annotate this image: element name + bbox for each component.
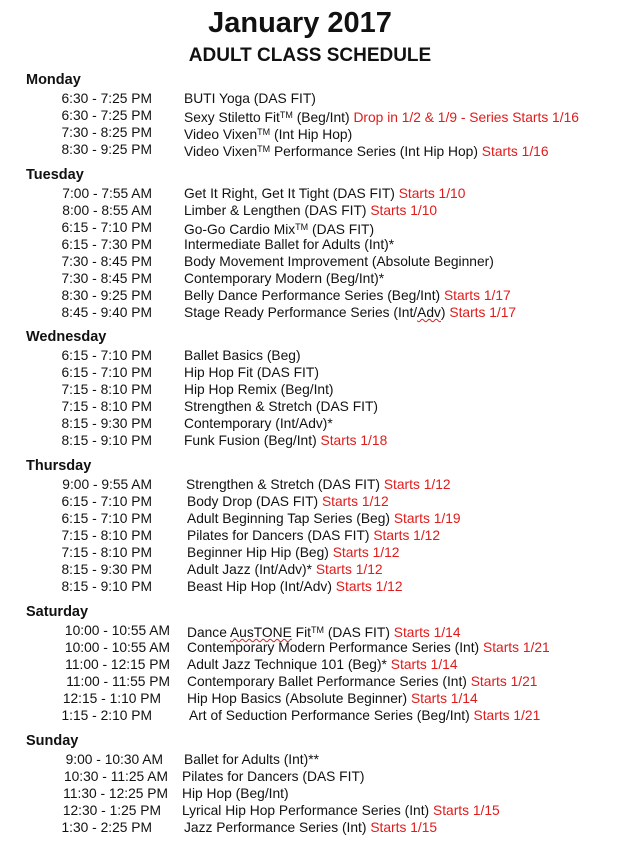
class-time: 6:15 - 7:10 PM bbox=[61, 511, 152, 526]
class-time: 7:30 - 8:45 PM bbox=[61, 271, 152, 286]
class-start-note: Drop in 1/2 & 1/9 - Series Starts 1/16 bbox=[353, 110, 579, 125]
class-time: 8:30 - 9:25 PM bbox=[61, 142, 152, 157]
day-heading-monday: Monday bbox=[26, 72, 81, 88]
class-time: 7:30 - 8:25 PM bbox=[61, 125, 152, 140]
class-name: Lyrical Hip Hop Performance Series (Int) bbox=[182, 803, 430, 818]
class-name: Strengthen & Stretch (DAS FIT) bbox=[184, 399, 378, 414]
class-name-suffix: (DAS FIT) bbox=[308, 222, 375, 237]
class-time: 11:30 - 12:25 PM bbox=[63, 786, 168, 801]
class-time: 10:00 - 10:55 AM bbox=[64, 623, 170, 638]
schedule-row bbox=[0, 707, 630, 724]
class-time: 6:15 - 7:10 PM bbox=[61, 365, 152, 380]
trademark-mark: TM bbox=[257, 127, 271, 137]
class-name: Strengthen & Stretch (DAS FIT) bbox=[186, 477, 380, 492]
class-start-note: Starts 1/12 bbox=[373, 528, 441, 543]
schedule-row bbox=[0, 415, 630, 432]
schedule-row bbox=[0, 768, 630, 785]
class-name: Pilates for Dancers (DAS FIT) bbox=[182, 769, 365, 784]
schedule-row bbox=[0, 381, 630, 398]
class-name: Body Drop (DAS FIT) bbox=[187, 494, 319, 509]
class-time: 8:30 - 9:25 PM bbox=[61, 288, 152, 303]
class-time: 6:30 - 7:25 PM bbox=[61, 108, 152, 123]
class-name: Jazz Performance Series (Int) bbox=[184, 820, 367, 835]
class-start-note: Starts 1/21 bbox=[473, 708, 541, 723]
schedule-row bbox=[0, 493, 630, 510]
class-name: Video Vixen bbox=[184, 144, 258, 159]
class-time: 7:15 - 8:10 PM bbox=[61, 528, 152, 543]
trademark-mark: TM bbox=[311, 625, 324, 635]
schedule-row bbox=[0, 639, 630, 656]
class-start-note: Starts 1/15 bbox=[370, 820, 438, 835]
class-start-note: Starts 1/15 bbox=[433, 803, 500, 818]
class-name: Hip Hop Basics (Absolute Beginner) bbox=[187, 691, 408, 706]
class-name-suffix: Fit bbox=[291, 625, 311, 640]
schedule-row bbox=[0, 364, 630, 381]
schedule-row bbox=[0, 347, 630, 364]
schedule-row bbox=[0, 510, 630, 527]
class-time: 9:00 - 9:55 AM bbox=[62, 477, 152, 492]
schedule-row bbox=[0, 219, 630, 236]
trademark-mark: TM bbox=[295, 222, 309, 232]
class-time: 12:15 - 1:10 PM bbox=[62, 691, 161, 706]
class-name: Hip Hop Fit (DAS FIT) bbox=[184, 365, 319, 380]
day-heading-saturday: Saturday bbox=[26, 604, 89, 620]
class-name: Contemporary Ballet Performance Series (Int) bbox=[187, 674, 467, 689]
class-name-suffix: (Int Hip Hop) bbox=[270, 127, 353, 142]
class-time: 8:15 - 9:10 PM bbox=[61, 579, 152, 594]
schedule-row bbox=[0, 751, 630, 768]
class-name: Contemporary Modern (Beg/Int)* bbox=[184, 271, 385, 286]
class-name: Hip Hop (Beg/Int) bbox=[182, 786, 289, 801]
schedule-row bbox=[0, 107, 630, 124]
schedule-row bbox=[0, 802, 630, 819]
class-start-note: Starts 1/17 bbox=[449, 305, 517, 320]
class-name: BUTI Yoga (DAS FIT) bbox=[184, 91, 316, 106]
class-name-suffix: (DAS FIT) bbox=[324, 625, 390, 640]
class-start-note: Starts 1/12 bbox=[332, 545, 400, 560]
class-time: 6:30 - 7:25 PM bbox=[61, 91, 152, 106]
page-subtitle: ADULT CLASS SCHEDULE bbox=[188, 45, 432, 66]
class-name: Ballet for Adults (Int)** bbox=[184, 752, 319, 767]
class-name: Beginner Hip Hip (Beg) bbox=[187, 545, 329, 560]
class-name: Art of Seduction Performance Series (Beg/Int) bbox=[189, 708, 470, 723]
class-start-note: Starts 1/14 bbox=[393, 625, 461, 640]
class-time: 8:45 - 9:40 PM bbox=[61, 305, 152, 320]
class-start-note: Starts 1/12 bbox=[315, 562, 383, 577]
class-name: Beast Hip Hop (Int/Adv) bbox=[187, 579, 332, 594]
class-time: 7:00 - 7:55 AM bbox=[62, 186, 152, 201]
class-time: 6:15 - 7:10 PM bbox=[61, 220, 152, 235]
class-name: Stage Ready Performance Series (Int/ bbox=[184, 305, 418, 320]
class-name: Funk Fusion (Beg/Int) bbox=[184, 433, 317, 448]
class-name: Contemporary Modern Performance Series (Int) bbox=[187, 640, 480, 655]
class-time: 11:00 - 11:55 PM bbox=[66, 674, 170, 689]
class-time: 1:15 - 2:10 PM bbox=[61, 708, 152, 723]
class-name: Body Movement Improvement (Absolute Beginner) bbox=[184, 254, 494, 269]
schedule-row bbox=[0, 287, 630, 304]
class-name: Hip Hop Remix (Beg/Int) bbox=[184, 382, 334, 397]
class-start-note: Starts 1/14 bbox=[390, 657, 458, 672]
class-name: Get It Right, Get It Tight (DAS FIT) bbox=[184, 186, 395, 201]
schedule-row bbox=[0, 622, 630, 639]
class-time: 8:15 - 9:10 PM bbox=[61, 433, 152, 448]
trademark-mark: TM bbox=[257, 144, 271, 154]
schedule-row bbox=[0, 124, 630, 141]
class-name: Video Vixen bbox=[184, 127, 258, 142]
class-time: 8:15 - 9:30 PM bbox=[61, 562, 152, 577]
spellcheck-word: Adv bbox=[417, 305, 441, 320]
day-heading-sunday: Sunday bbox=[26, 733, 79, 749]
class-time: 8:15 - 9:30 PM bbox=[61, 416, 152, 431]
class-time: 8:00 - 8:55 AM bbox=[62, 203, 152, 218]
class-time: 7:15 - 8:10 PM bbox=[61, 545, 152, 560]
class-start-note: Starts 1/19 bbox=[393, 511, 461, 526]
schedule-row bbox=[0, 656, 630, 673]
spellcheck-word: AusTONE bbox=[229, 625, 292, 640]
class-time: 7:30 - 8:45 PM bbox=[61, 254, 152, 269]
schedule-row bbox=[0, 185, 630, 202]
class-start-note: Starts 1/14 bbox=[410, 691, 478, 706]
class-time: 11:00 - 12:15 PM bbox=[65, 657, 170, 672]
schedule-row bbox=[0, 90, 630, 107]
day-heading-thursday: Thursday bbox=[26, 458, 92, 474]
schedule-row bbox=[0, 544, 630, 561]
schedule-row bbox=[0, 476, 630, 493]
class-time: 10:00 - 10:55 AM bbox=[64, 640, 170, 655]
schedule-row bbox=[0, 690, 630, 707]
class-name-suffix: ) bbox=[440, 305, 446, 320]
class-start-note: Starts 1/21 bbox=[470, 674, 538, 689]
schedule-row bbox=[0, 578, 630, 595]
class-name: Adult Beginning Tap Series (Beg) bbox=[187, 511, 390, 526]
class-time: 6:15 - 7:10 PM bbox=[61, 348, 152, 363]
class-name: Limber & Lengthen (DAS FIT) bbox=[184, 203, 367, 218]
class-start-note: Starts 1/12 bbox=[383, 477, 451, 492]
class-start-note: Starts 1/10 bbox=[370, 203, 438, 218]
class-time: 12:30 - 1:25 PM bbox=[62, 803, 161, 818]
class-name-suffix: (Beg/Int) bbox=[292, 110, 350, 125]
class-start-note: Starts 1/10 bbox=[398, 186, 466, 201]
schedule-row bbox=[0, 561, 630, 578]
trademark-mark: TM bbox=[279, 110, 293, 120]
schedule-row bbox=[0, 673, 630, 690]
class-name: Intermediate Ballet for Adults (Int)* bbox=[184, 237, 395, 252]
class-name: Sexy Stiletto Fit bbox=[184, 110, 280, 125]
class-start-note: Starts 1/12 bbox=[335, 579, 403, 594]
schedule-row bbox=[0, 304, 630, 321]
class-name: Adult Jazz Technique 101 (Beg)* bbox=[187, 657, 387, 672]
class-name: Ballet Basics (Beg) bbox=[184, 348, 301, 363]
class-time: 7:15 - 8:10 PM bbox=[61, 399, 152, 414]
class-name: Contemporary (Int/Adv)* bbox=[184, 416, 333, 431]
class-start-note: Starts 1/17 bbox=[443, 288, 511, 303]
class-time: 9:00 - 10:30 AM bbox=[65, 752, 163, 767]
class-time: 1:30 - 2:25 PM bbox=[61, 820, 152, 835]
day-heading-wednesday: Wednesday bbox=[26, 329, 107, 345]
class-time: 6:15 - 7:30 PM bbox=[61, 237, 152, 252]
class-name: Go-Go Cardio Mix bbox=[184, 222, 296, 237]
class-start-note: Starts 1/12 bbox=[321, 494, 389, 509]
schedule-row bbox=[0, 785, 630, 802]
class-name: Belly Dance Performance Series (Beg/Int) bbox=[184, 288, 441, 303]
schedule-row bbox=[0, 141, 630, 158]
schedule-row bbox=[0, 819, 630, 836]
class-name: Adult Jazz (Int/Adv)* bbox=[187, 562, 312, 577]
page-title: January 2017 bbox=[208, 7, 392, 39]
class-start-note: Starts 1/18 bbox=[320, 433, 388, 448]
class-start-note: Starts 1/21 bbox=[483, 640, 550, 655]
class-start-note: Starts 1/16 bbox=[481, 144, 549, 159]
schedule-row bbox=[0, 527, 630, 544]
schedule-row bbox=[0, 270, 630, 287]
schedule-row bbox=[0, 202, 630, 219]
class-time: 10:30 - 11:25 AM bbox=[63, 769, 168, 784]
class-time: 6:15 - 7:10 PM bbox=[61, 494, 152, 509]
schedule-row bbox=[0, 398, 630, 415]
schedule-row bbox=[0, 236, 630, 253]
schedule-row bbox=[0, 432, 630, 449]
class-name: Pilates for Dancers (DAS FIT) bbox=[187, 528, 370, 543]
class-time: 7:15 - 8:10 PM bbox=[61, 382, 152, 397]
class-name-suffix: Performance Series (Int Hip Hop) bbox=[270, 144, 478, 159]
day-heading-tuesday: Tuesday bbox=[26, 167, 84, 183]
schedule-row bbox=[0, 253, 630, 270]
class-name: Dance bbox=[187, 625, 230, 640]
